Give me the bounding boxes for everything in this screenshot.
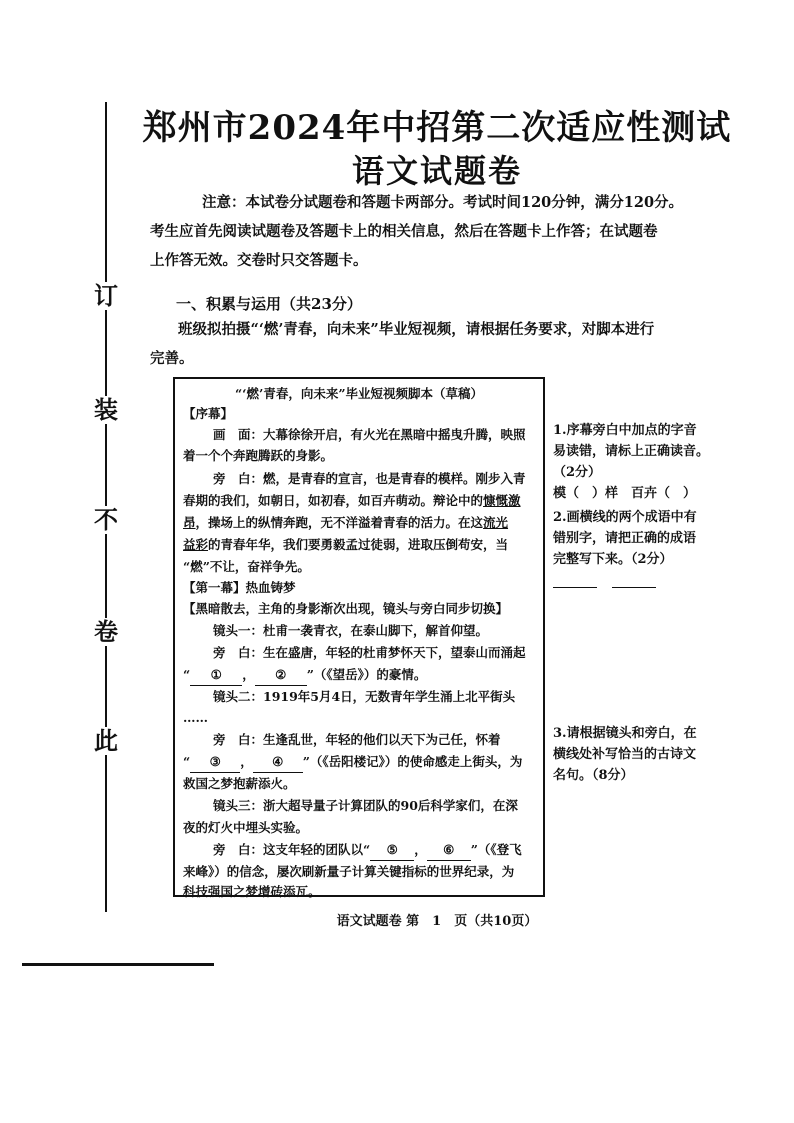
question-text: 易读错，请标上正确读音。 xyxy=(553,444,710,459)
binding-char-ci: 此 xyxy=(94,726,118,755)
script-line: 镜头一：杜甫一袭青衣，在泰山脚下，解首仰望。 xyxy=(213,623,489,638)
script-line: 来峰》）的信念，屡次刷新量子计算关键指标的世界纪录，为 xyxy=(183,864,515,879)
question-text: 错别字，请把正确的成语 xyxy=(553,531,697,546)
idiom-underlined: 昂 xyxy=(183,515,196,530)
script-box xyxy=(173,377,545,897)
binding-char-ding: 订 xyxy=(94,281,118,310)
script-line: 画 面：大幕徐徐开启，有火光在黑暗中摇曳升腾，映照 xyxy=(213,427,526,442)
script-line: 旁 白：燃，是青春的宣言，也是青春的模样。刚步入青 xyxy=(213,471,526,486)
script-line: …… xyxy=(183,710,208,725)
script-line: 旁 白：生在盛唐，年轻的杜甫梦怀天下，望泰山而涌起 xyxy=(213,645,526,660)
script-line: 科技强国之梦增砖添瓦。 xyxy=(183,884,321,899)
notice-line-1: 注意：本试卷分试题卷和答题卡两部分。考试时间120分钟，满分120分。 xyxy=(202,194,684,211)
script-text: ， xyxy=(240,754,253,769)
act1-direction: 【黑暗散去，主角的身影渐次出现，镜头与旁白同步切换】 xyxy=(183,601,509,616)
page-subtitle: 语文试题卷 xyxy=(351,152,522,190)
script-text: ， xyxy=(242,667,255,682)
script-line: 着一个个奔跑腾跃的身影。 xyxy=(183,448,334,463)
divider xyxy=(22,963,214,966)
notice xyxy=(178,188,738,217)
binding-line xyxy=(105,282,107,912)
idiom-underlined: 益彩 xyxy=(183,537,209,552)
prologue-tag: 【序幕】 xyxy=(183,406,234,421)
question-text: 2.画横线的两个成语中有 xyxy=(553,510,697,525)
script-text: ，操场上的纵情奔跑，无不洋溢着青春的活力。在这 xyxy=(195,515,484,530)
intro-line-1: 班级拟拍摄“‘燃’青春，向未来”毕业短视频，请根据任务要求，对脚本进行 xyxy=(178,321,655,338)
question-text: 名句。（8分） xyxy=(553,768,634,783)
script-line xyxy=(183,535,535,555)
script-text: 春期的我们，如朝日，如初春，如百卉萌动。辩论中的 xyxy=(183,493,484,508)
question-text: 横线处补写恰当的古诗文 xyxy=(553,747,697,762)
question-3 xyxy=(553,723,753,786)
script-line: 镜头二：1919年5月4日，无数青年学生涌上北平街头 xyxy=(213,689,516,704)
idiom-underlined: 慷慨激 xyxy=(483,493,521,508)
question-text: 1.序幕旁白中加点的字音 xyxy=(553,423,697,438)
answer-blank-3[interactable]: ③ xyxy=(190,752,240,773)
script-line xyxy=(183,752,535,773)
script-heading: “‘燃’青春，向未来”毕业短视频脚本（草稿） xyxy=(234,386,484,401)
answer-blank-6[interactable]: ⑥ xyxy=(427,840,471,861)
script-line xyxy=(183,491,535,511)
question-text: 3.请根据镜头和旁白，在 xyxy=(553,726,697,741)
page-footer: 语文试题卷 第 1 页（共10页） xyxy=(336,914,538,929)
answer-blank-1[interactable]: ① xyxy=(190,665,242,686)
script-text: ， xyxy=(414,842,427,857)
answer-blank-4[interactable]: ④ xyxy=(253,752,303,773)
script-text: “ xyxy=(183,754,191,769)
intro xyxy=(150,315,750,373)
notice-cont xyxy=(150,217,750,275)
idiom-underlined: 流光 xyxy=(483,515,509,530)
question-1 xyxy=(553,420,753,504)
script-line: 救国之梦抱薪添火。 xyxy=(183,776,296,791)
script-text: ”（《登飞 xyxy=(470,842,522,857)
script-text: ”（《望岳》）的豪情。 xyxy=(306,667,427,682)
script-text: “ xyxy=(183,667,191,682)
question-text: （2分） xyxy=(553,465,602,480)
script-line xyxy=(183,513,535,533)
answer-blank-2[interactable]: ② xyxy=(255,665,307,686)
script-text: ”（《岳阳楼记》）的使命感走上街头，为 xyxy=(302,754,523,769)
binding-char-bu: 不 xyxy=(94,505,118,534)
intro-line-2: 完善。 xyxy=(150,350,194,367)
script-line: “燃”不让，奋祥争先。 xyxy=(183,559,310,574)
answer-line-b[interactable] xyxy=(612,587,656,588)
section-heading: 一、积累与运用（共23分） xyxy=(176,295,362,313)
binding-char-juan: 卷 xyxy=(94,617,118,646)
binding-char-zhuang: 装 xyxy=(94,395,118,424)
script-line: 夜的灯火中埋头实验。 xyxy=(183,820,309,835)
question-pinyin-blanks[interactable]: 模（ ）样 百卉（ ） xyxy=(553,486,697,501)
question-2 xyxy=(553,507,753,570)
script-line xyxy=(183,665,535,686)
script-text: 的青春年华，我们要勇毅孟过徒弱，进取压倒苟安，当 xyxy=(208,537,509,552)
answer-line-a[interactable] xyxy=(553,587,597,588)
notice-line-2: 考生应首先阅读试题卷及答题卡上的相关信息，然后在答题卡上作答；在试题卷 xyxy=(150,223,658,240)
script-line: 镜头三：浙大超导量子计算团队的90后科学家们，在深 xyxy=(213,798,518,813)
act1-tag: 【第一幕】热血铸梦 xyxy=(183,580,296,595)
answer-blank-5[interactable]: ⑤ xyxy=(370,840,414,861)
page-title: 郑州市2024年中招第二次适应性测试 xyxy=(142,108,732,148)
script-text: 旁 白：这支年轻的团队以“ xyxy=(213,842,371,857)
script-line: 旁 白：生逢乱世，年轻的他们以天下为己任，怀着 xyxy=(213,732,501,747)
notice-line-3: 上作答无效。交卷时只交答题卡。 xyxy=(150,252,368,269)
question-text: 完整写下来。（2分） xyxy=(553,552,673,567)
script-line xyxy=(183,840,535,861)
